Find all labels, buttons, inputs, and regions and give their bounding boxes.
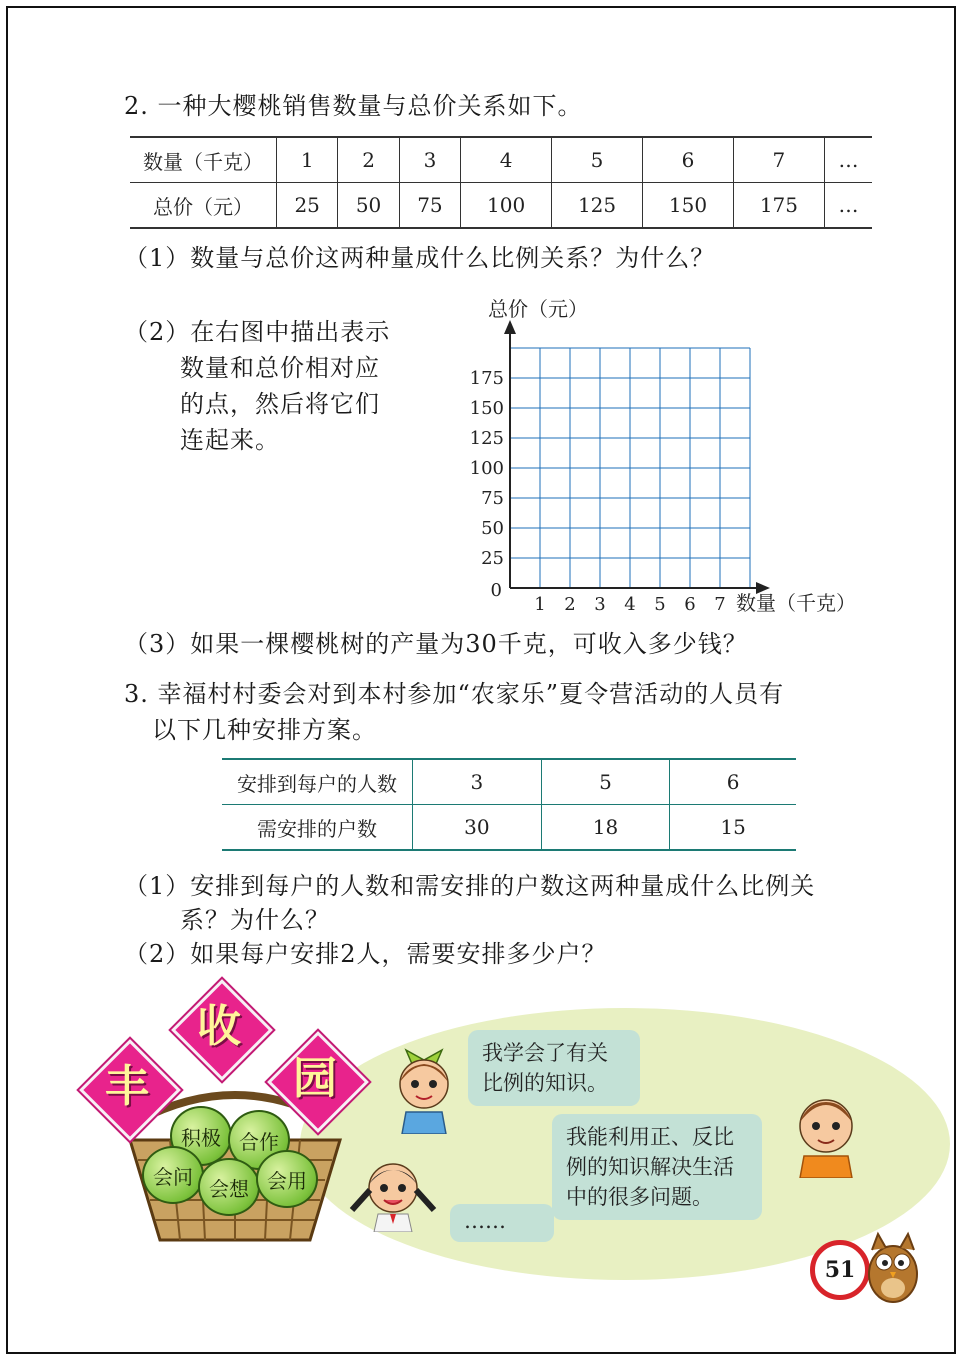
table-row xyxy=(222,805,796,851)
bubble-text: 我能利用正、反比 xyxy=(566,1125,734,1149)
bubble-text: …… xyxy=(464,1209,506,1233)
y-tick-label: 100 xyxy=(469,458,504,479)
x-tick-label: 1 xyxy=(534,594,546,615)
apple-badge: 积极 xyxy=(170,1106,232,1166)
y-tick-label: 175 xyxy=(469,368,504,389)
table-cell: 75 xyxy=(399,183,460,229)
q2-table xyxy=(130,136,872,229)
girl-with-pigtails-avatar xyxy=(348,1150,438,1232)
y-tick-label: 150 xyxy=(469,398,504,419)
table-cell: 15 xyxy=(670,805,796,851)
table-cell: … xyxy=(824,183,872,229)
table-row xyxy=(130,183,872,229)
y-tick-label: 25 xyxy=(481,548,504,569)
boy-avatar xyxy=(786,1086,866,1178)
q3-sub2: （2）如果每户安排2人，需要安排多少户？ xyxy=(124,940,607,968)
q2-sub2-line3: 的点，然后将它们 xyxy=(180,390,380,418)
q3-sub1-line1: （1）安排到每户的人数和需安排的户数这两种量成什么比例关 xyxy=(124,872,816,900)
price-quantity-grid-chart xyxy=(460,290,880,620)
table-cell: 175 xyxy=(733,183,824,229)
q2-sub2-line4: 连起来。 xyxy=(180,426,280,454)
banner-char: 丰 xyxy=(105,1061,149,1112)
q3-sub1-line2: 系？为什么？ xyxy=(180,906,330,934)
table-cell: 18 xyxy=(541,805,670,851)
y-tick-label: 75 xyxy=(481,488,504,509)
x-tick-labels xyxy=(534,594,725,615)
chart-grid xyxy=(510,348,750,588)
q3-table xyxy=(222,758,796,851)
x-tick-label: 6 xyxy=(684,594,696,615)
x-tick-label: 5 xyxy=(654,594,666,615)
q2-sub3: （3）如果一棵樱桃树的产量为30千克，可收入多少钱？ xyxy=(124,630,748,658)
x-tick-label: 2 xyxy=(564,594,576,615)
x-tick-label: 3 xyxy=(594,594,606,615)
bubble-text: 我学会了有关 xyxy=(482,1041,608,1065)
origin-label: 0 xyxy=(490,580,502,601)
apple-badge: 会问 xyxy=(142,1146,204,1204)
table-cell: 30 xyxy=(413,805,542,851)
apple-badge: 合作 xyxy=(228,1110,290,1170)
q2-title: 2. 一种大樱桃销售数量与总价关系如下。 xyxy=(124,92,583,120)
q3-title-line1: 3. 幸福村村委会对到本村参加“农家乐”夏令营活动的人员有 xyxy=(124,680,785,708)
girl-with-bow-avatar xyxy=(384,1042,464,1134)
q3-row1-header: 安排到每户的人数 xyxy=(222,759,413,805)
table-cell: 6 xyxy=(643,137,734,183)
y-tick-label: 125 xyxy=(469,428,504,449)
table-cell: 5 xyxy=(552,137,643,183)
bubble-text: 例的知识解决生活 xyxy=(566,1155,734,1179)
table-row xyxy=(130,137,872,183)
q2-sub1: （1）数量与总价这两种量成什么比例关系？为什么？ xyxy=(124,244,716,272)
table-cell: 50 xyxy=(338,183,399,229)
table-cell: 5 xyxy=(541,759,670,805)
q3-row2-header: 需安排的户数 xyxy=(257,816,377,841)
table-cell: 3 xyxy=(413,759,542,805)
q2-sub2-line1: （2）在右图中描出表示 xyxy=(124,318,391,346)
table-cell: 150 xyxy=(643,183,734,229)
speech-bubble-2 xyxy=(552,1114,762,1220)
apple-badge: 会想 xyxy=(198,1158,260,1216)
q2-row1-header: 数量（千克） xyxy=(130,137,277,183)
table-cell: 125 xyxy=(552,183,643,229)
table-cell: 3 xyxy=(399,137,460,183)
table-cell: 100 xyxy=(461,183,552,229)
x-axis-label: 数量（千克） xyxy=(736,591,856,615)
y-axis-arrow-icon xyxy=(504,320,516,334)
table-cell: 6 xyxy=(670,759,796,805)
banner-char: 园 xyxy=(293,1053,337,1104)
table-cell: 4 xyxy=(461,137,552,183)
table-cell: 1 xyxy=(277,137,338,183)
apple-badge: 会用 xyxy=(256,1150,318,1208)
speech-bubble-1 xyxy=(468,1030,640,1106)
banner-char: 收 xyxy=(197,1001,241,1052)
table-cell: 25 xyxy=(277,183,338,229)
q2-sub2-line2: 数量和总价相对应 xyxy=(180,354,380,382)
bubble-text: 中的很多问题。 xyxy=(566,1185,713,1209)
table-cell: … xyxy=(824,137,872,183)
x-tick-label: 4 xyxy=(624,594,636,615)
owl-icon xyxy=(860,1228,926,1306)
q2-row2-header: 总价（元） xyxy=(153,194,253,219)
y-axis-label: 总价（元） xyxy=(488,297,588,321)
speech-bubble-3 xyxy=(450,1204,554,1242)
y-tick-labels xyxy=(470,368,504,569)
x-tick-label: 7 xyxy=(714,594,726,615)
table-row xyxy=(222,759,796,805)
table-cell: 2 xyxy=(338,137,399,183)
bubble-text: 比例的知识。 xyxy=(482,1071,608,1095)
y-tick-label: 50 xyxy=(481,518,504,539)
table-cell: 7 xyxy=(733,137,824,183)
page-number: 51 xyxy=(810,1240,870,1300)
q3-title-line2: 以下几种安排方案。 xyxy=(152,716,377,744)
